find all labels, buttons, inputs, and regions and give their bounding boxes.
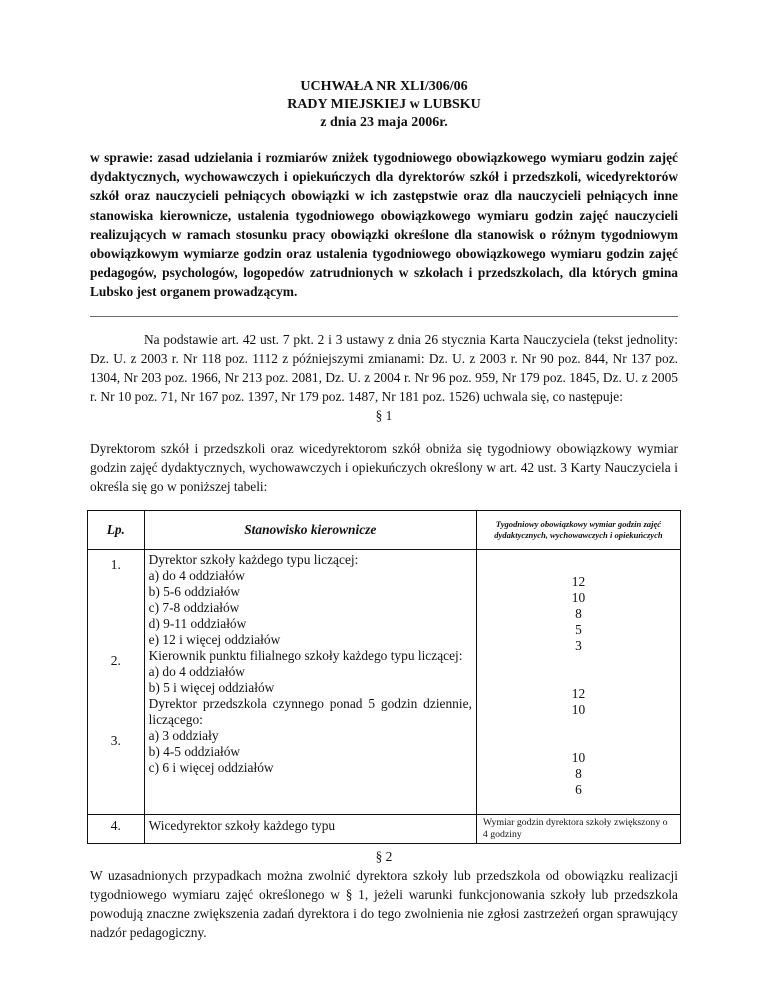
- list-item: b) 5-6 oddziałów: [148, 584, 241, 600]
- group-2: [149, 648, 472, 696]
- value-cell: 8: [575, 766, 582, 782]
- list-item: a) 3 oddziały: [148, 728, 219, 744]
- group-3: [149, 696, 472, 776]
- table-header-row: [88, 511, 681, 550]
- group-3-title: Dyrektor przedszkola czynnego ponad 5 godzin dziennie, liczącego:: [148, 696, 472, 728]
- resolution-header: [90, 78, 678, 132]
- list-item: d) 9-11 oddziałów: [148, 616, 247, 632]
- value-cell: 8: [575, 606, 582, 622]
- value-cell: 10: [571, 750, 586, 766]
- value-cell: 5: [575, 622, 582, 638]
- lp-1: 1.: [110, 557, 121, 573]
- list-item: e) 12 i więcej oddziałów: [148, 632, 281, 648]
- list-item: b) 5 i więcej oddziałów: [148, 680, 275, 696]
- section-2-text: W uzasadnionych przypadkach można zwolnić dyrektora szkoły lub przedszkola od obowiązku realizacji tygodniowego wymiaru zajęć określonego w § 1, jeżeli warunki funkcjonowania szkoły lub przedszkola powodują znaczne zwiększenia zadań dyrektora i do tego zwolnienia nie zgłosi zastrzeżeń organ sprawujący nadzór pedagogiczny.: [90, 868, 678, 941]
- list-item: c) 7-8 oddziałów: [148, 600, 240, 616]
- value-cell: 12: [571, 686, 586, 702]
- list-item: b) 4-5 oddziałów: [148, 744, 241, 760]
- header-lp: Lp.: [88, 511, 145, 550]
- document-page: [90, 78, 678, 942]
- resolution-subject: w sprawie: zasad udzielania i rozmiarów zniżek tygodniowego obowiązkowego wymiaru godzin zajęć dydaktycznych, wychowawczych i opiekuńczych dla dyrektorów szkół i przedszkoli, wicedyrektorów szkół oraz nauczycieli pełniących obowiązki w ich zastępstwie oraz dla nauczycieli pełniących inne stanowiska kierownicze, ustalenia tygodniowego obowiązkowego wymiaru godzin zajęć nauczycieli realizujących w ramach stosunku pracy obowiązki określone dla stanowisk o różnym tygodniowym obowiązkowym wymiarze godzin oraz ustalenia tygodniowego obowiązkowego wymiaru godzin zajęć pedagogów, psychologów, logopedów zatrudnionych w szkołach i przedszkolach, dla których gmina Lubsko jest organem prowadzącym.: [90, 150, 678, 300]
- group-1: [149, 552, 472, 648]
- reduction-table: [87, 510, 681, 844]
- header-hours: Tygodniowy obowiązkowy wymiar godzin zajęć dydaktycznych, wychowawczych i opiekuńczych: [476, 511, 680, 550]
- value-cell: 6: [575, 782, 582, 798]
- list-item: a) do 4 oddziałów: [148, 664, 245, 680]
- section-1-text: Dyrektorom szkół i przedszkoli oraz wicedyrektorom szkół obniża się tygodniowy obowiązkowy wymiar godzin zajęć dydaktycznych, wychowawczych i opiekuńczych określony w art. 42 ust. 3 Karty Nauczyciela i określa się go w poniższej tabeli:: [90, 441, 678, 495]
- divider-line: [90, 316, 678, 317]
- row-4-title: Wicedyrektor szkoły każdego typu: [144, 815, 476, 844]
- value-cell: 10: [571, 702, 586, 718]
- lp-column: [88, 550, 145, 815]
- value-cell: 10: [571, 590, 586, 606]
- resolution-number: UCHWAŁA NR XLI/306/06: [300, 79, 468, 94]
- lp-2: 2.: [110, 653, 121, 669]
- council-name: RADY MIEJSKIEJ w LUBSKU: [287, 97, 481, 112]
- header-position: Stanowisko kierownicze: [144, 511, 476, 550]
- section-1-mark: § 1: [375, 408, 393, 424]
- position-column: [144, 550, 476, 815]
- list-item: a) do 4 oddziałów: [148, 568, 245, 584]
- value-cell: 3: [575, 638, 582, 654]
- lp-3: 3.: [110, 733, 121, 749]
- lp-4: 4.: [88, 815, 145, 844]
- value-cell: 12: [571, 574, 586, 590]
- table-row-4: [88, 815, 681, 844]
- legal-basis: Na podstawie art. 42 ust. 7 pkt. 2 i 3 ustawy z dnia 26 stycznia Karta Nauczyciela (tekst jednolity: Dz. U. z 2003 r. Nr 118 poz. 1112 z późniejszymi zmianami: Dz. U. z 2003 r. Nr 90 poz. 844, Nr 137 poz. 1304, Nr 203 poz. 1966, Nr 213 poz. 2081, Dz. U. z 2004 r. Nr 96 poz. 959, Nr 179 poz. 1845, Dz. U. z 2005 r. Nr 10 poz. 71, Nr 167 poz. 1397, Nr 179 poz. 1487, Nr 181 poz. 1526) uchwala się, co następuje:: [90, 331, 678, 405]
- row-4-value: Wymiar godzin dyrektora szkoły zwiększony o 4 godziny: [476, 815, 680, 844]
- group-1-title: Dyrektor szkoły każdego typu liczącej:: [148, 552, 359, 568]
- table-body-row: [88, 550, 681, 815]
- hours-column: [476, 550, 680, 815]
- section-2-mark: § 2: [375, 849, 393, 865]
- resolution-date: z dnia 23 maja 2006r.: [320, 115, 448, 130]
- group-2-title: Kierownik punktu filialnego szkoły każdego typu liczącej:: [148, 648, 463, 664]
- list-item: c) 6 i więcej oddziałów: [148, 760, 274, 776]
